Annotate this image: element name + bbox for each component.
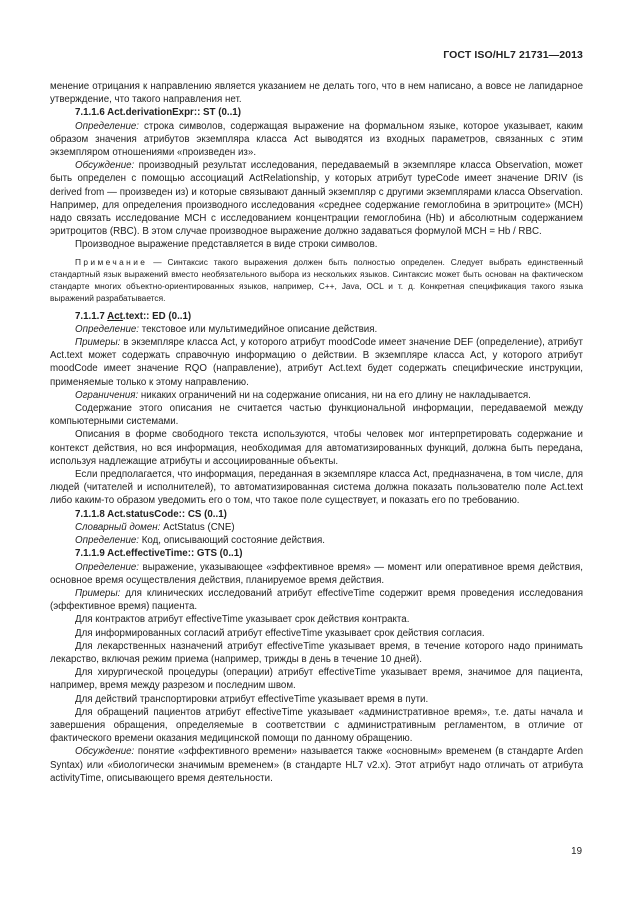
term-label: Примеры: (75, 587, 121, 599)
paragraph: Для информированных согласий атрибут effectiveTime указывает срок действия согласия. (75, 627, 485, 639)
heading-number: 7.1.1.7 (75, 310, 108, 322)
section-heading (50, 310, 583, 323)
examples-paragraph (50, 336, 583, 389)
heading-rest: .text:: ED (0..1) (122, 310, 192, 322)
term-label: Словарный домен: (75, 521, 161, 533)
note-label: Примечание (75, 256, 148, 267)
term-label: Определение: (75, 535, 140, 547)
page-number: 19 (571, 846, 582, 857)
paragraph: Для обращений пациентов атрибут effectiveTime указывает «административное время», т.е. даты начала и завершения обращения, определяемые в соответствии с административным регламентом, в отличие от фактического времени оказания медицинской помощи по данному обращению. (50, 706, 583, 745)
discussion-text: понятие «эффективного времени» называется также «основным» временем (в стандарте Arden Syntax) или «биологически значимым временем» (в стандарте HL7 v2.x). Этот атрибут надо отличать от атрибута activityTime, описывающего время деятельности. (50, 746, 583, 784)
examples-text: в экземпляре класса Act, у которого атрибут moodCode имеет значение DEF (определение), атрибут Act.text может содержать справочную информацию о действии. В экземпляре класса Act, у которого атрибут moodCode имеет значение RQO (направление), атрибут Act.text будет содержать специфические инструкции, применяемые только к этому направлению. (50, 337, 583, 388)
definition-paragraph (50, 120, 583, 160)
note-paragraph (50, 256, 583, 304)
term-label: Определение: (75, 561, 140, 573)
definition-text: текстовое или мультимедийное описание действия. (139, 323, 378, 335)
paragraph: Содержание этого описания не считается частью функциональной информации, передаваемой между компьютерными системами. (50, 403, 583, 428)
paragraph: Описания в форме свободного текста используются, чтобы человек мог интерпретировать содержание и контекст действия, но вся информация, необходимая для автоматизированных функций, должна быть передана, используя надлежащие атрибуты и ассоциированные объекты. (50, 429, 583, 467)
paragraph: Для контрактов атрибут effectiveTime указывает срок действия контракта. (75, 614, 410, 626)
vocabulary-paragraph (50, 521, 583, 534)
note-text: — Синтаксис такого выражения должен быть полностью определен. Следует выбрать единственный стандартный язык выражений вместо необязательного выбора из нескольких языков. Синтаксис может быть основан на фактическом стандарте многих объектно-ориентированных языков, например, C++, Java, OCL и т. д. Конкретная спецификация такого языка выражений разрабатывается. (50, 256, 583, 303)
section-heading: 7.1.1.8 Act.statusCode:: CS (0..1) (75, 508, 227, 520)
term-label: Обсуждение: (75, 160, 135, 172)
vocabulary-text: ActStatus (CNE) (160, 521, 235, 533)
section-heading: 7.1.1.9 Act.effectiveTime:: GTS (0..1) (75, 548, 243, 560)
document-header: ГОСТ ISO/HL7 21731—2013 (443, 49, 583, 61)
page-body (50, 80, 583, 785)
heading-underlined: Act (107, 310, 123, 322)
discussion-text: производный результат исследования, передаваемый в экземпляре класса Observation, может быть определен с помощью ассоциаций ActRelationship, у которых атрибут typeCode имеет значение DRIV (is derived from — произведен из) и которые связывают данный экземпляр с другими экземплярами класса Observation. Например, для определения производного исследования «среднее содержание гемоглобина в эритроците» (MCH) надо связать исследование MCH с исследованием концентрации гемоглобина (Hb) и абсолютным содержанием эритроцитов (RBC). В этом случае производное выражение должно задаваться формулой MCH = Hb / RBC. (50, 160, 583, 238)
paragraph: Если предполагается, что информация, переданная в экземпляре класса Act, предназначена, в том числе, для людей (читателей и исполнителей), то автоматизированная система должна показать пользователю поле Act.text либо каким-то образом уведомить его о том, что такое поле существует, и показать его по требованию. (50, 469, 583, 507)
section-heading: 7.1.1.6 Act.derivationExpr:: ST (0..1) (75, 107, 241, 119)
paragraph: Производное выражение представляется в виде строки символов. (75, 239, 378, 251)
paragraph: Для хирургической процедуры (операции) атрибут effectiveTime указывает время, значимое для пациента, например, время между разрезом и последним швом. (50, 667, 583, 692)
definition-text: Код, описывающий состояние действия. (139, 535, 325, 547)
examples-paragraph (50, 587, 583, 613)
term-label: Примеры: (75, 337, 121, 349)
restrictions-paragraph (50, 389, 583, 402)
term-label: Ограничения: (75, 389, 139, 401)
term-label: Определение: (75, 323, 140, 335)
definition-text: выражение, указывающее «эффективное время» — момент или оперативное время действия, основное время осуществления действия, планируемое время действия. (50, 561, 583, 586)
term-label: Обсуждение: (75, 746, 135, 758)
paragraph: Для лекарственных назначений атрибут effectiveTime указывает время, в течение которого надо принимать лекарство, включая режим приема (например, трижды в день в течение 10 дней). (50, 640, 583, 665)
discussion-paragraph (50, 159, 583, 238)
definition-paragraph (50, 534, 583, 547)
definition-paragraph (50, 323, 583, 336)
definition-text: строка символов, содержащая выражение на формальном языке, которое указывает, каким образом значения атрибутов экземпляра класса Act выводятся из входных параметров, связанных с этим экземпляром отношениями «произведен из». (50, 120, 583, 159)
examples-text: для клинических исследований атрибут effectiveTime содержит время проведения исследования (эффективное время) пациента. (50, 587, 583, 613)
discussion-paragraph (50, 745, 583, 785)
paragraph: Для действий транспортировки атрибут effectiveTime указывает время в пути. (75, 693, 429, 705)
paragraph: менение отрицания к направлению является указанием не делать того, что в нем написано, а вовсе не лапидарное утверждение, что такого направления нет. (50, 81, 583, 106)
definition-paragraph (50, 561, 583, 587)
restrictions-text: никаких ограничений ни на содержание описания, ни на его длину не накладывается. (138, 389, 531, 401)
term-label: Определение: (75, 120, 140, 132)
